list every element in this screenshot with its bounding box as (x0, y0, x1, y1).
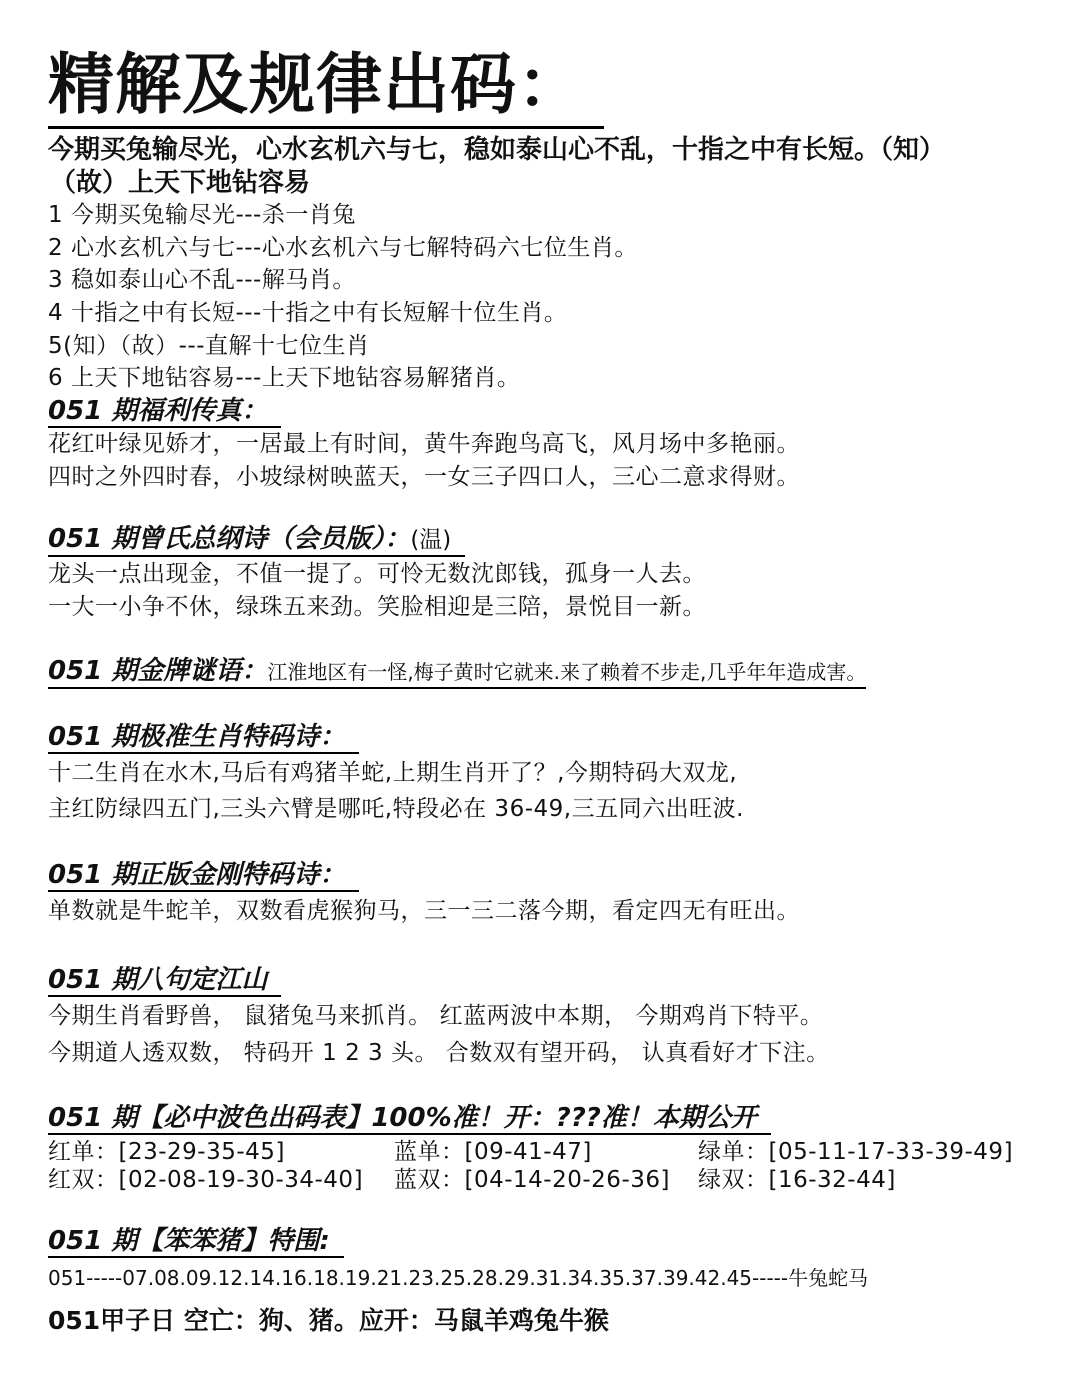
page-title: 精解及规律出码： (48, 44, 604, 129)
zengshi-heading (48, 524, 465, 557)
benzhu-heading: 051 期【笨笨猪】特围: (48, 1226, 344, 1258)
explanation-1: 1 今期买兔输尽光---杀一肖兔 (48, 202, 356, 228)
explanation-3: 3 稳如泰山心不乱---解马肖。 (48, 267, 356, 293)
fuli-line-2: 四时之外四时春，小坡绿树映蓝天，一女三子四口人，三心二意求得财。 (48, 464, 800, 490)
explanation-6: 6 上天下地钻容易---上天下地钻容易解猪肖。 (48, 365, 521, 391)
red-single: 红单：[23-29-35-45] (48, 1139, 285, 1165)
jingang-heading: 051 期正版金刚特码诗： (48, 860, 359, 892)
explanation-4: 4 十指之中有长短---十指之中有长短解十位生肖。 (48, 300, 568, 326)
bajuding-heading: 051 期八句定江山 (48, 965, 281, 997)
jizhun-heading: 051 期极准生肖特码诗： (48, 722, 359, 754)
zengshi-heading-text: 051 期曾氏总纲诗（会员版）： (48, 524, 411, 554)
zengshi-line-2: 一大一小争不休，绿珠五来劲。笑脸相迎是三陪，景悦目一新。 (48, 594, 706, 620)
fuli-heading: 051 期福利传真： (48, 396, 281, 428)
blue-single: 蓝单：[09-41-47] (394, 1139, 592, 1165)
fuli-line-1: 花红叶绿见娇才，一居最上有时间，黄牛奔跑鸟高飞，风月场中多艳丽。 (48, 431, 800, 457)
jizhun-line-1: 十二生肖在水木,马后有鸡猪羊蛇,上期生肖开了？,今期特码大双龙, (48, 760, 738, 786)
blue-double: 蓝双：[04-14-20-26-36] (394, 1167, 670, 1193)
jingang-line: 单数就是牛蛇羊，双数看虎猴狗马，三一三二落今期，看定四无有旺出。 (48, 898, 800, 924)
jizhun-line-2: 主红防绿四五门,三头六臂是哪吒,特段必在 36-49,三五同六出旺波. (48, 796, 744, 822)
footer-line: 051甲子日 空亡：狗、猪。应开：马鼠羊鸡兔牛猴 (48, 1306, 609, 1335)
explanation-5: 5(知）（故）---直解十七位生肖 (48, 333, 370, 359)
bose-heading: 051 期【必中波色出码表】100%准！开：???准！本期公开 (48, 1103, 771, 1135)
explanation-2: 2 心水玄机六与七---心水玄机六与七解特码六七位生肖。 (48, 235, 638, 261)
benzhu-numbers: 051-----07.08.09.12.14.16.18.19.21.23.25.28.29.31.34.35.37.39.42.45-----牛兔蛇马 (48, 1266, 869, 1290)
green-double: 绿双：[16-32-44] (698, 1167, 896, 1193)
red-double: 红双：[02-08-19-30-34-40] (48, 1167, 364, 1193)
zengshi-line-1: 龙头一点出现金，不值一提了。可怜无数沈郎钱，孤身一人去。 (48, 561, 706, 587)
jinpai-heading (48, 656, 866, 689)
jinpai-text: 江淮地区有一怪,梅子黄时它就来.来了赖着不步走,几乎年年造成害。 (267, 660, 867, 684)
riddle-line-1: 今期买兔输尽光，心水玄机六与七，稳如泰山心不乱，十指之中有长短。（知） (48, 135, 946, 165)
riddle-line-2: （故）上天下地钻容易 (50, 168, 311, 198)
bajuding-line-1: 今期生肖看野兽， 鼠猪兔马来抓肖。 红蓝两波中本期， 今期鸡肖下特平。 (48, 1003, 824, 1029)
jinpai-heading-text: 051 期金牌谜语： (48, 656, 268, 686)
bajuding-line-2: 今期道人透双数， 特码开 1 2 3 头。 合数双有望开码， 认真看好才下注。 (48, 1040, 830, 1066)
green-single: 绿单：[05-11-17-33-39-49] (698, 1139, 1014, 1165)
zengshi-tag: (温) (410, 527, 452, 553)
